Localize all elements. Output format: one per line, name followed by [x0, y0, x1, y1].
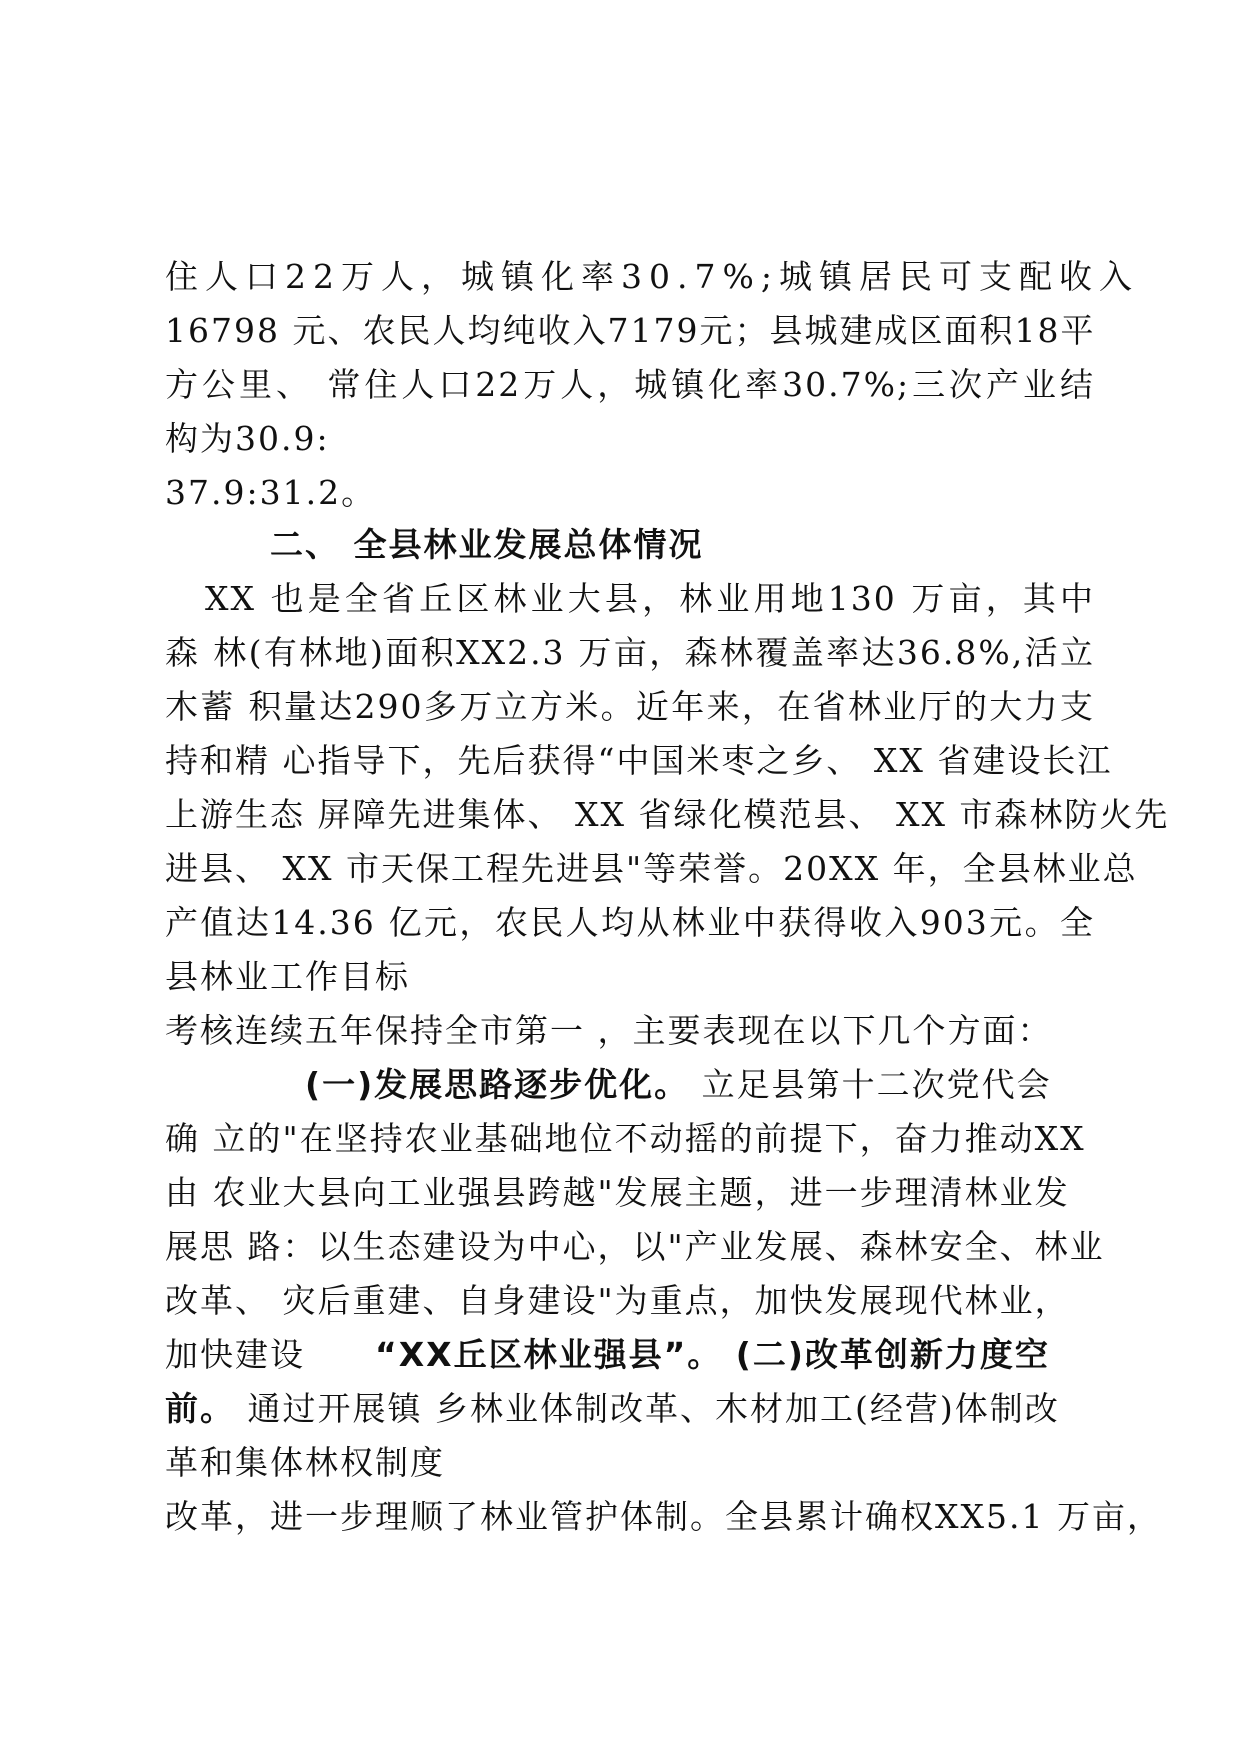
- subsection-line-2: 确 立的"在坚持农业基础地位不动摇的前提下，奋力推动XX: [165, 1119, 1086, 1158]
- paragraph-line-4: 持和精 心指导下，先后获得“中国米枣之乡、 XX 省建设长江: [165, 741, 1113, 780]
- text-line-1: 住人口22万人，城镇化率30.7%;城镇居民可支配收入: [165, 257, 1139, 296]
- subsection-1-title: (一)发展思路逐步优化。: [305, 1065, 690, 1104]
- subsection-line-9: 改革，进一步理顺了林业管护体制。全县累计确权XX5.1 万亩，: [165, 1497, 1162, 1536]
- subsection-1-text: 立足县第十二次党代会: [689, 1065, 1052, 1104]
- subsection-line-5: 改革、 灾后重建、自身建设"为重点，加快发展现代林业，: [165, 1281, 1070, 1320]
- paragraph-line-3: 木蓄 积量达290多万立方米。近年来，在省林业厅的大力支: [165, 687, 1095, 726]
- paragraph-line-9: 考核连续五年保持全市第一 ，主要表现在以下几个方面：: [165, 1011, 1053, 1050]
- subsection-line-8: 革和集体林权制度: [165, 1443, 445, 1482]
- paragraph-line-1: XX 也是全省丘区林业大县，林业用地130 万亩，其中: [205, 579, 1095, 618]
- subsection-2-title-end: 前。: [165, 1389, 235, 1428]
- text-line-2: 16798 元、农民人均纯收入7179元；县城建成区面积18平: [165, 311, 1096, 350]
- subsection-line-3: 由 农业大县向工业强县跨越"发展主题，进一步理清林业发: [165, 1173, 1070, 1212]
- section-heading: 二、 全县林业发展总体情况: [270, 525, 704, 564]
- subsection-line-4: 展思 路：以生态建设为中心，以"产业发展、森林安全、林业: [165, 1227, 1105, 1266]
- paragraph-line-5: 上游生态 屏障先进集体、 XX 省绿化模范县、 XX 市森林防火先: [165, 795, 1170, 834]
- subsection-6-text: 加快建设: [165, 1335, 305, 1374]
- subsection-line-6: [165, 1333, 1095, 1377]
- subsection-line-7: [165, 1387, 1095, 1431]
- paragraph-line-6: 进县、 XX 市天保工程先进县"等荣誉。20XX 年，全县林业总: [165, 849, 1138, 888]
- text-line-3: 方公里、 常住人口22万人，城镇化率30.7%;三次产业结: [165, 365, 1095, 404]
- text-line-4: 构为30.9:: [165, 419, 330, 458]
- paragraph-line-7: 产值达14.36 亿元，农民人均从林业中获得收入903元。全: [165, 903, 1095, 942]
- subsection-2-title-part: “XX丘区林业强县”。 (二)改革创新力度空: [375, 1335, 1050, 1374]
- paragraph-line-8: 县林业工作目标: [165, 957, 410, 996]
- subsection-1-line: [305, 1063, 1095, 1107]
- paragraph-line-2: 森 林(有林地)面积XX2.3 万亩，森林覆盖率达36.8%,活立: [165, 633, 1095, 672]
- subsection-7-text: 通过开展镇 乡林业体制改革、木材加工(经营)体制改: [235, 1389, 1060, 1428]
- text-line-5: 37.9:31.2。: [165, 473, 377, 512]
